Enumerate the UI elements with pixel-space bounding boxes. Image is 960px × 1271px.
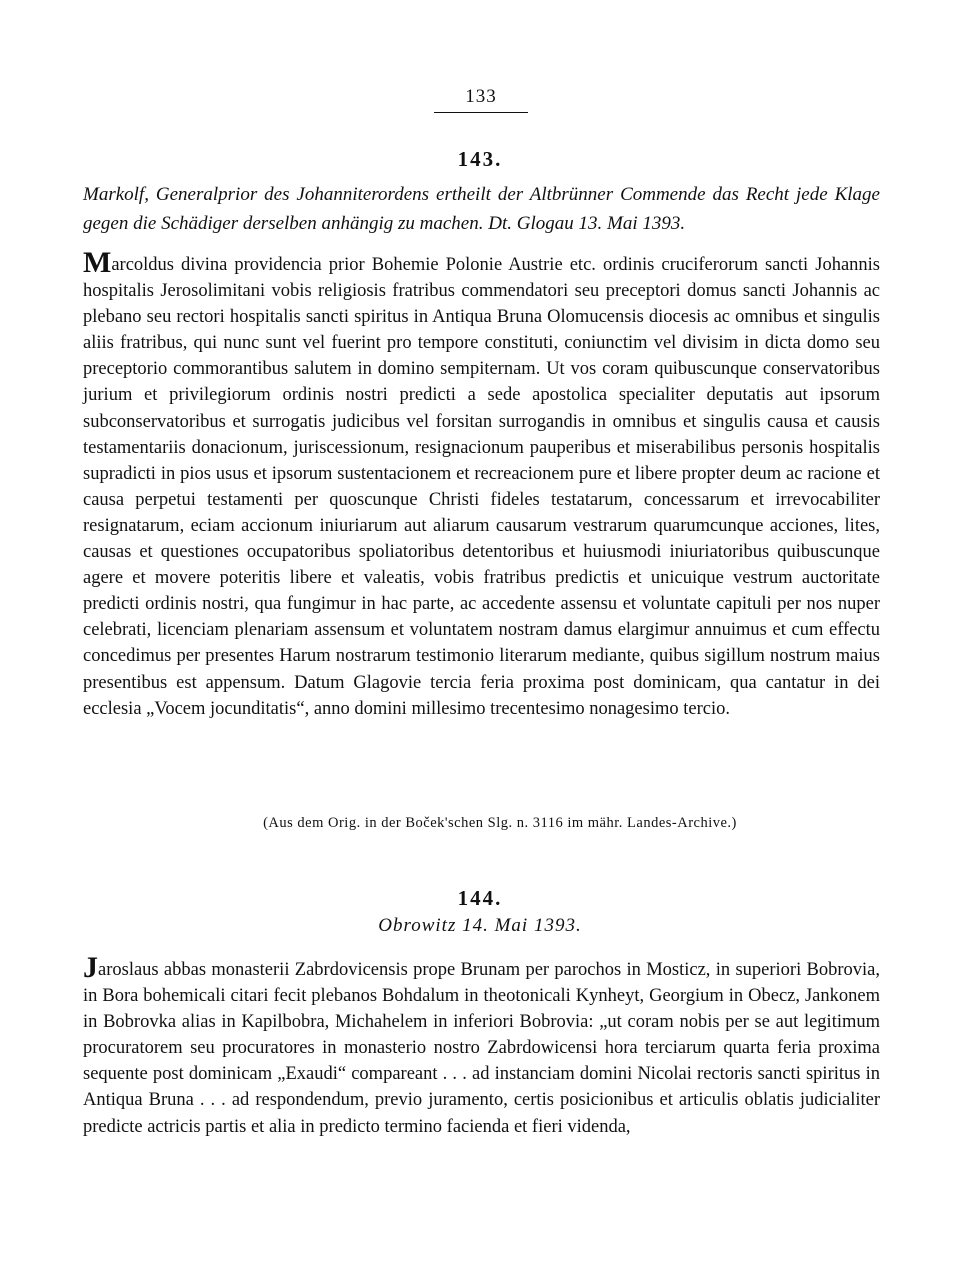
document-143-initial: M [83,246,112,279]
document-144-body [83,951,880,1140]
document-143-summary: Markolf, Generalprior des Johanniterordens ertheilt der Altbrünner Commende das Recht jede Klage gegen die Schädiger derselben anhängig zu machen. Dt. Glogau 13. Mai 1393. [83,184,880,234]
document-143-text: arcoldus divina providencia prior Bohemie Polonie Austrie etc. ordinis cruciferorum sancti Johannis hospitalis Jerosolimitani vobis religiosis fratribus commendatori seu preceptori domus sancti Johannis ac plebano seu rectori hospitalis sancti spiritus in Antiqua Bruna Olomucensis diocesis ac omnibus et singulis aliis fratribus, qui nunc sunt vel fuerint pro tempore constituti, coniunctim vel divisim in dicta domo seu preceptorio commorantibus salutem in domino sempiternam. Ut vos coram quibuscunque conservatoribus jurium et privilegiorum ordinis nostri predicti a sede apostolica specialiter deputatis aut ipsorum subconservatoribus et surrogatis judicibus vel forsitan surrogandis in omnibus et singulis causa et causis testamentariis donacionum, juriscessionum, resignacionum pauperibus et miserabilibus personis hospitalis supradicti in pios usus et ipsorum sustentacionem et recreacionem pure et libere propter deum ac racione et causa perpetui testamenti per quoscunque Christi fideles testatarum, concessarum et irrevocabiliter resignatarum, eciam accionum iniuriarum aut aliarum causarum vestrarum quarumcunque acciones, lites, causas et questiones occupatoribus spoliatoribus detentoribus et huiusmodi iniuriatoribus quibuscunque agere et movere poteritis libere et valeatis, vobis fratribus predictis et unicuique vestrum auctoritate predicti ordinis nostri, qua fungimur in hac parte, ac accedente assensu et voluntate capituli per nos nuper celebrati, licenciam plenariam assensum et voluntatem nostram damus elargimur annuimus et cum effectu concedimus per presentes Harum nostrarum testimonio literarum mediante, quibus sigillum nostrum maius presentibus est appensum. Datum Glagovie tercia feria proxima post dominicam, qua cantatur in dei ecclesia „Vocem jocunditatis“, anno domini millesimo trecentesimo nonagesimo tercio. [83,255,880,719]
page-number: 133 [465,86,497,107]
document-143-body [83,246,880,722]
document-143-source-note: (Aus dem Orig. in der Boček'schen Slg. n. 3116 im mähr. Landes-Archive.) [263,815,737,831]
document-144-paragraph [83,951,880,1140]
document-144-dateline: Obrowitz 14. Mai 1393. [378,915,582,936]
document-144-initial: J [83,951,98,984]
document-144-text: aroslaus abbas monasterii Zabrdovicensis prope Brunam per parochos in Mosticz, in superiori Bobrovia, in Bora bohemicali citari fecit plebanos Bohdalum in theotonicali Kynheyt, Georgium in Obecz, Jankonem in Bobrovka alias in Kapilbobra, Michahelem in inferiori Bobrovia: „ut coram nobis per se aut legitimum procuratorem seu procuratores in monasterio nostro Zabrdowicensi hora terciarum quarta feria proxima sequente post dominicam „Exaudi“ compareant . . . ad instanciam domini Nicolai rectoris sancti spiritus in Antiqua Bruna . . . ad respondendum, previo juramento, certis posicionibus et articulis oblatis judicialiter predicte actricis partis et alia in predicto termino facienda et fieri videnda, [83,960,880,1137]
page-number-rule [434,112,528,113]
document-143-paragraph [83,246,880,722]
document-143-number: 143. [457,147,503,171]
document-144-number: 144. [457,886,503,910]
